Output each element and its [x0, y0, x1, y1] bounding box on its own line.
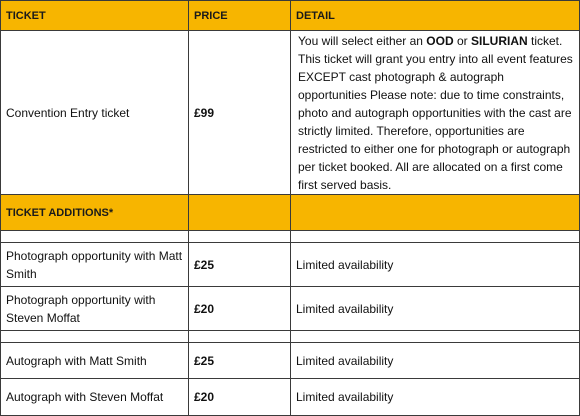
- addition-price: [188, 342, 290, 378]
- addition-name: [0, 286, 188, 330]
- detail-suffix: ticket. This ticket will grant you entry into all event features EXCEPT cast photograph & autograph opportunities Please note: due to time constraints, photo and autograph opportunities with the cast are strictly limited. Therefore, opportunities are restricted to either one for photograph or autograph per ticket booked. All are allocated on a first come first served basis.: [298, 33, 573, 192]
- table-row: [0, 242, 580, 286]
- spacer-cell: [290, 330, 580, 342]
- spacer-cell: [290, 230, 580, 242]
- additions-header-text: TICKET ADDITIONS*: [6, 206, 114, 219]
- header-price: [188, 0, 290, 30]
- ticket-detail: [290, 30, 580, 194]
- header-price-label: PRICE: [194, 9, 228, 22]
- addition-detail-text: Limited availability: [296, 257, 394, 272]
- detail-prefix: You will select either an: [298, 33, 427, 48]
- ticket-price: [188, 30, 290, 194]
- addition-detail: [290, 378, 580, 415]
- ticket-detail-text: [298, 32, 574, 194]
- addition-name-text: Autograph with Matt Smith: [6, 353, 147, 368]
- header-ticket-label: TICKET: [6, 9, 46, 22]
- addition-price-text: £20: [194, 301, 215, 316]
- addition-name: [0, 242, 188, 286]
- ticket-price-text: £99: [194, 105, 215, 120]
- addition-price: [188, 378, 290, 415]
- addition-detail-text: Limited availability: [296, 390, 394, 404]
- spacer-cell: [188, 330, 290, 342]
- addition-name: [0, 342, 188, 378]
- addition-detail: [290, 342, 580, 378]
- addition-price: [188, 242, 290, 286]
- addition-detail: [290, 242, 580, 286]
- spacer-row: [0, 230, 580, 242]
- additions-header-price: [188, 194, 290, 230]
- addition-detail: [290, 286, 580, 330]
- addition-price-text: £20: [194, 390, 215, 404]
- detail-mid: or: [453, 33, 471, 48]
- table-header-row: [0, 0, 580, 30]
- spacer-row: [0, 330, 580, 342]
- detail-silurian: SILURIAN: [470, 33, 528, 48]
- table-row: [0, 378, 580, 415]
- additions-header-label: [0, 194, 188, 230]
- addition-detail-text: Limited availability: [296, 301, 394, 316]
- ticket-name-text: Convention Entry ticket: [6, 105, 130, 120]
- addition-name-text: Photograph opportunity with Steven Moffat: [6, 292, 156, 325]
- addition-name-text: Autograph with Steven Moffat: [6, 390, 164, 404]
- header-detail-label: DETAIL: [296, 9, 335, 22]
- spacer-cell: [188, 230, 290, 242]
- spacer-cell: [0, 330, 188, 342]
- table-row-main-ticket: [0, 30, 580, 194]
- header-ticket: [0, 0, 188, 30]
- addition-price-text: £25: [194, 353, 215, 368]
- table-row: [0, 342, 580, 378]
- table-row: [0, 286, 580, 330]
- additions-header-detail: [290, 194, 580, 230]
- detail-ood: OOD: [426, 33, 454, 48]
- addition-name-text: Photograph opportunity with Matt Smith: [6, 248, 183, 281]
- additions-header-row: [0, 194, 580, 230]
- addition-name: [0, 378, 188, 415]
- addition-price-text: £25: [194, 257, 215, 272]
- ticket-name: [0, 30, 188, 194]
- addition-detail-text: Limited availability: [296, 353, 394, 368]
- header-detail: [290, 0, 580, 30]
- addition-price: [188, 286, 290, 330]
- spacer-cell: [0, 230, 188, 242]
